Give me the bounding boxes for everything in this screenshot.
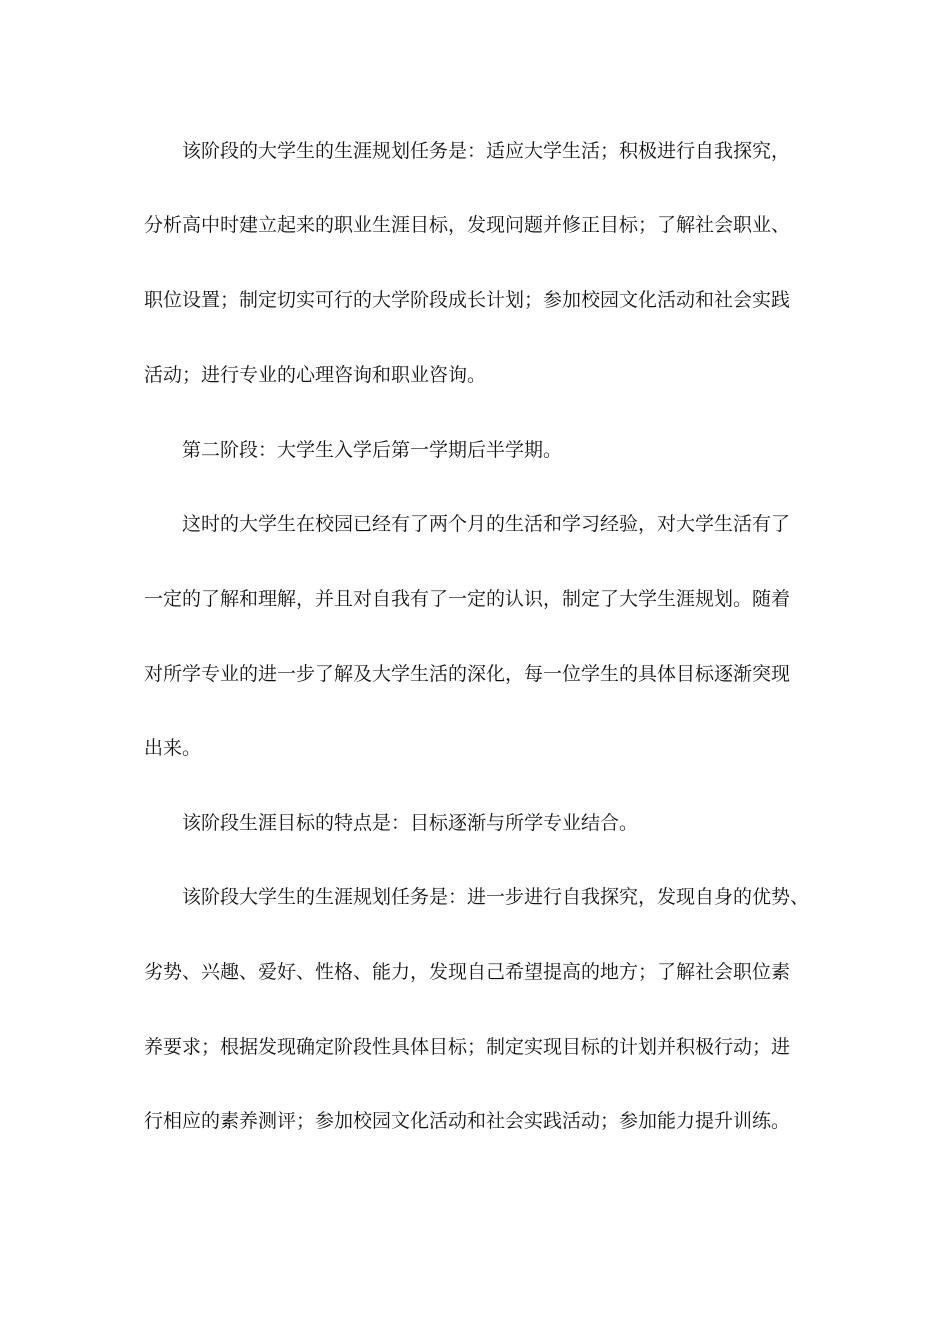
- paragraph-5-line-4: 行相应的素养测评；参加校园文化活动和社会实践活动；参加能力提升训练。: [144, 1110, 791, 1132]
- paragraph-1-line-1: 该阶段的大学生的生涯规划任务是：适应大学生活；积极进行自我探究，: [182, 140, 791, 162]
- paragraph-3-line-1: 这时的大学生在校园已经有了两个月的生活和学习经验，对大学生活有了: [182, 513, 791, 535]
- paragraph-1-line-2: 分析高中时建立起来的职业生涯目标，发现问题并修正目标；了解社会职业、: [144, 214, 791, 236]
- paragraph-1-line-3: 职位设置；制定切实可行的大学阶段成长计划；参加校园文化活动和社会实践: [144, 289, 791, 311]
- paragraph-5-line-3: 养要求；根据发现确定阶段性具体目标；制定实现目标的计划并积极行动；进: [144, 1036, 791, 1058]
- paragraph-2-line-1: 第二阶段：大学生入学后第一学期后半学期。: [182, 439, 563, 461]
- paragraph-3-line-2: 一定的了解和理解，并且对自我有了一定的认识，制定了大学生涯规划。随着: [144, 588, 791, 610]
- paragraph-4-line-1: 该阶段生涯目标的特点是：目标逐渐与所学专业结合。: [182, 812, 639, 834]
- paragraph-5-line-1: 该阶段大学生的生涯规划任务是：进一步进行自我探究，发现自身的优势、: [182, 886, 810, 908]
- paragraph-3-line-3: 对所学专业的进一步了解及大学生活的深化，每一位学生的具体目标逐渐突现: [144, 663, 791, 685]
- paragraph-3-line-4: 出来。: [144, 737, 202, 759]
- paragraph-1-line-4: 活动；进行专业的心理咨询和职业咨询。: [144, 364, 487, 386]
- paragraph-5-line-2: 劣势、兴趣、爱好、性格、能力，发现自己希望提高的地方；了解社会职位素: [144, 961, 791, 983]
